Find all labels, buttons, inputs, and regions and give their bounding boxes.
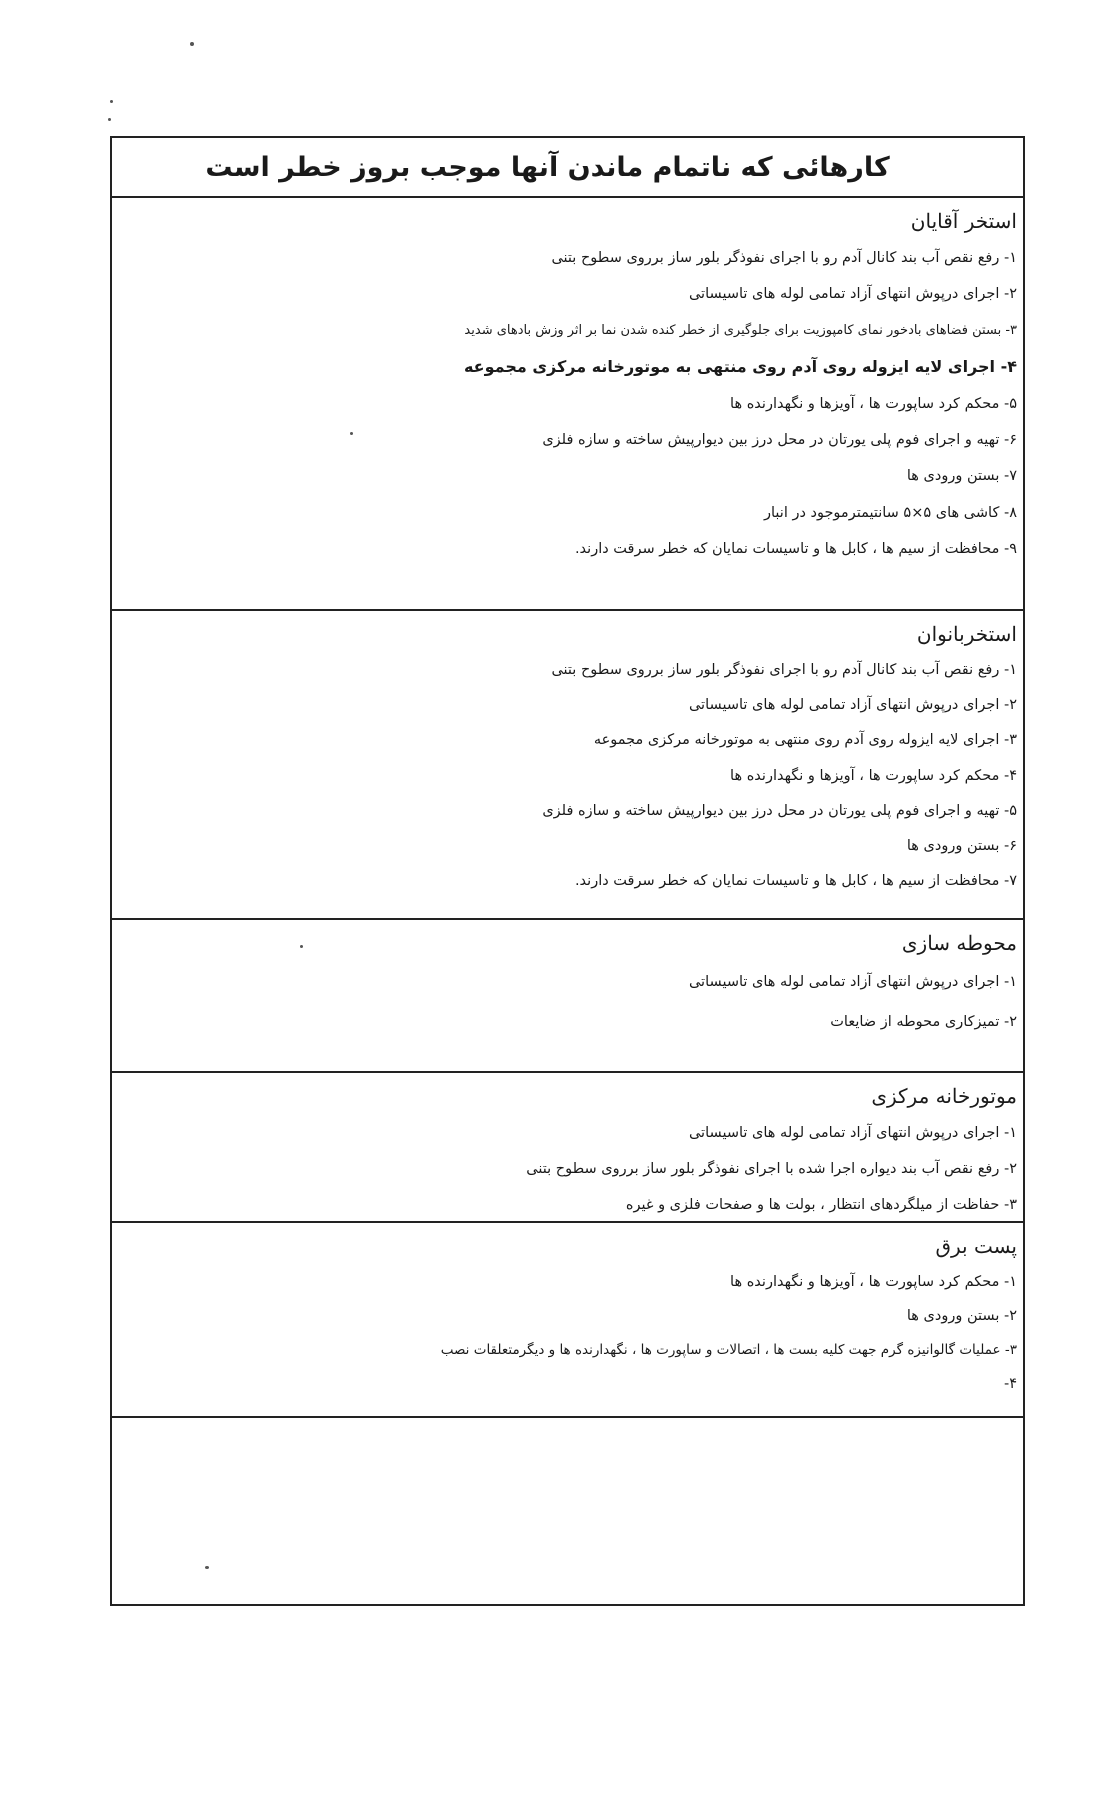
list-item: ۵- محکم کرد ساپورت ها ، آویزها و نگهدارنده ها — [730, 395, 1017, 412]
list-item: ۶- تهیه و اجرای فوم پلی یورتان در محل درز بین دیوارپیش ساخته و سازه فلزی — [542, 431, 1017, 448]
list-item: ۲- رفع نقص آب بند دیواره اجرا شده با اجرای نفوذگر بلور ساز برروی سطوح بتنی — [526, 1161, 1017, 1177]
list-item: ۷- محافظت از سیم ها ، کابل ها و تاسیسات نمایان که خطر سرقت دارند. — [574, 873, 1017, 890]
list-item: ۱- محکم کرد ساپورت ها ، آویزها و نگهدارنده ها — [730, 1274, 1017, 1290]
list-item: ۴- — [1003, 1376, 1017, 1392]
list-item: ۵- تهیه و اجرای فوم پلی یورتان در محل درز بین دیوارپیش ساخته و سازه فلزی — [542, 802, 1017, 819]
scan-speck — [190, 42, 194, 46]
list-item: ۱- رفع نقص آب بند کانال آدم رو با اجرای نفوذگر بلور ساز برروی سطوح بتنی — [551, 662, 1017, 678]
list-item: ۴- اجرای لایه ایزوله روی آدم روی منتهی به موتورخانه مرکزی مجموعه — [463, 357, 1017, 377]
document-table — [110, 136, 1025, 1606]
list-item: ۱- اجرای درپوش انتهای آزاد تمامی لوله های تاسیساتی — [688, 974, 1017, 990]
list-item: ۶- بستن ورودی ها — [906, 837, 1017, 854]
section-central-engine-room — [112, 1073, 1023, 1223]
section-women-pool — [112, 611, 1023, 920]
section-heading: موتورخانه مرکزی — [871, 1084, 1017, 1108]
list-item: ۱- اجرای درپوش انتهای آزاد تمامی لوله های تاسیساتی — [688, 1125, 1017, 1141]
list-item: ۹- محافظت از سیم ها ، کابل ها و تاسیسات نمایان که خطر سرقت دارند. — [574, 541, 1017, 558]
list-item: ۷- بستن ورودی ها — [906, 468, 1017, 485]
section-heading: پست برق — [935, 1234, 1017, 1258]
list-item: ۳- حفاظت از میلگردهای انتظار ، بولت ها و صفحات فلزی و غیره — [625, 1197, 1017, 1213]
section-electrical-substation — [112, 1223, 1023, 1418]
list-item: ۳- عملیات گالوانیزه گرم جهت کلیه بست ها ، اتصالات و ساپورت ها ، نگهدارنده ها و دیگرمتعلقات نصب — [440, 1342, 1017, 1358]
list-item: ۸- کاشی های ۵×۵ سانتیمترموجود در انبار — [763, 504, 1017, 521]
section-landscaping — [112, 920, 1023, 1073]
list-item: ۲- بستن ورودی ها — [906, 1308, 1017, 1324]
list-item: ۲- اجرای درپوش انتهای آزاد تمامی لوله های تاسیساتی — [688, 697, 1017, 714]
list-item: ۲- اجرای درپوش انتهای آزاد تمامی لوله های تاسیساتی — [688, 286, 1017, 303]
list-item: ۴- محکم کرد ساپورت ها ، آویزها و نگهدارنده ها — [730, 767, 1017, 784]
section-heading: محوطه سازی — [901, 931, 1017, 955]
list-item: ۳- اجرای لایه ایزوله روی آدم روی منتهی به موتورخانه مرکزی مجموعه — [593, 732, 1017, 749]
section-heading: استخربانوان — [916, 622, 1017, 646]
list-item: ۳- بستن فضاهای بادخور نمای کامپوزیت برای جلوگیری از خطر کنده شدن نما بر اثر وزش بادهای شدید — [464, 322, 1017, 338]
list-item: ۲- تمیزکاری محوطه از ضایعات — [830, 1014, 1017, 1030]
scan-speck — [110, 100, 113, 103]
scan-speck — [108, 118, 111, 121]
list-item: ۱- رفع نقص آب بند کانال آدم رو با اجرای نفوذگر بلور ساز برروی سطوح بتنی — [551, 250, 1017, 266]
section-heading: استخر آقایان — [910, 209, 1017, 233]
section-men-pool — [112, 198, 1023, 611]
document-title: کارهائی که ناتمام ماندن آنها موجب بروز خطر است — [112, 138, 1023, 198]
